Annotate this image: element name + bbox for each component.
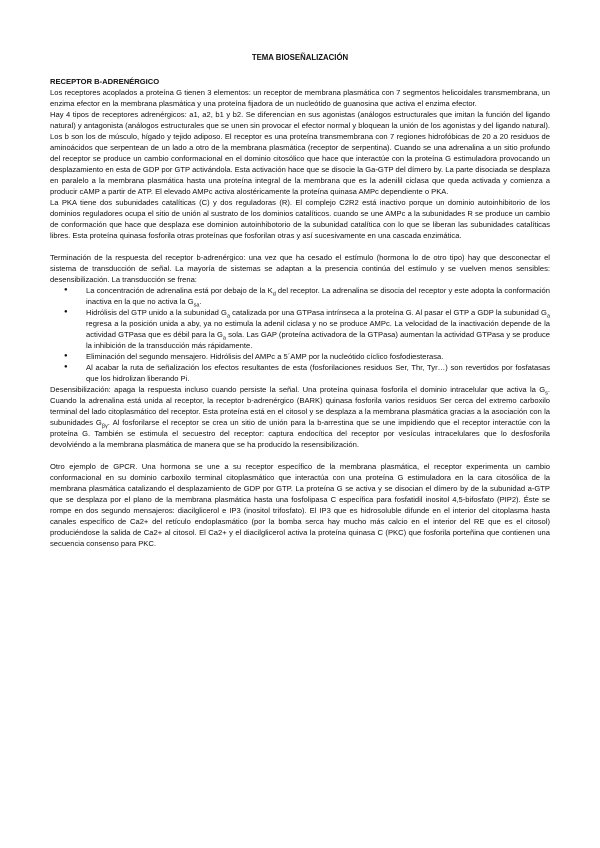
list-item: ● Al acabar la ruta de señalización los efectos resultantes de esta (fosforilaciones residuos Ser, Thr, Tyr…) son revertidos por fosfatasas que los hidrolizan liberando Pi. xyxy=(86,362,550,384)
document-page xyxy=(50,52,550,549)
document-title: TEMA BIOSEÑALIZACIÓN xyxy=(251,53,349,62)
list-item: ● La concentración de adrenalina está por debajo de la $K_d$ del receptor. La adrenalina se disocia del receptor y este adopta la conformación inactiva en la que no activa la $G_{sa}$. xyxy=(86,285,550,307)
spacer xyxy=(50,241,550,252)
list-item: ● Eliminación del segundo mensajero. Hidrólisis del AMPc a 5´AMP por la nucleótido cíclico fosfodiesterasa. xyxy=(86,351,550,362)
list-item: ● Hidrólisis del GTP unido a la subunidad $G_a$ catalizada por una GTPasa intrínseca a la proteína G. Al pasar el GTP a GDP la subunidad $G_a$ regresa a la posición unida a aby, ya no estimula la adenil ciclasa y no se produce AMPc. La velocidad de la inactivación depende de la actividad GTPasa que es débil para la $G_a$ sola. Las GAP (proteína activadora de la GTPasa) aumentan la actividad GTPasa y se produce la inhibición de la transducción más rápidamente. xyxy=(86,307,550,351)
spacer xyxy=(50,450,550,461)
paragraph-termination: Terminación de la respuesta del receptor b-adrenérgico: una vez que ha cesado el estímulo (hormona lo de otro tipo) hay que desconectar el sistema de transducción de señal. La mayoría de sistemas se adaptan a la presencia continúa del estímulo y se vuelven menos sensibles: desensibilización. La transducción se frena: xyxy=(50,253,550,284)
termination-list xyxy=(50,285,550,384)
paragraph-receptors: Los receptores acoplados a proteína G tienen 3 elementos: un receptor de membrana plasmática con 7 segmentos helicoidales transmembrana, un enzima efector en la membrana plasmática y una proteína fijadora de un nucleótido de guanosina que activa el enzima efector. xyxy=(50,88,550,108)
section-heading: RECEPTOR B-ADRENÉRGICO xyxy=(50,77,160,86)
paragraph-adrenergic-types: Hay 4 tipos de receptores adrenérgicos: a1, a2, b1 y b2. Se diferencian en sus agonistas (análogos estructurales que imitan la función del ligando natural) y antagonista (análogos estructurales que se unen sin provocar el efector normal y bloquean la unión de los agonistas y del ligando natural). Los b son los de músculo, hígado y tejido adiposo. El receptor es una proteína transmembrana con 7 regiones hidrofóbicas de 20 a 20 residuos de aminoácidos que serpentean de un lado a otro de la membrana plasmática (receptor de serpentina). Cuando se una adrenalina a un sitio profundo del receptor se produce un cambio conformacional en el dominio citosólico que hace que interactúe con la proteína G estimuladora provocando un desplazamiento en esta de GDP por GTP activándola. Esta activación hace que se disocie la Ga-GTP del dímero by. La parte disociada se desplaza en paralelo a la membrana plasmática hasta una proteína integral de la membrana que es la adenilil ciclasa que queda activada y comienza a producir cAMP a partir de ATP. El elevado AMPc activa alostéricamente la proteína quinasa AMPc dependiente o PKA. xyxy=(50,110,550,196)
paragraph-pka: La PKA tiene dos subunidades catalíticas (C) y dos reguladoras (R). El complejo C2R2 está inactivo porque un dominio autoinhibitorio de los dominios reguladores ocupa el sitio de unión al sustrato de los dominios catalíticos. cuando se une AMPc a la subunidades R se produce un cambio de conformación que hace que desplaza ese dominion autoinhibotorio de la subunidad catalítica con lo que se liberan las subunidades catalíticas libres. Esta proteína quinasa fosforila otras proteínas que fosforilan otras y así sucesivamente en una cascada enzimática. xyxy=(50,198,550,240)
paragraph-desensitization: Desensibilización: apaga la respuesta incluso cuando persiste la señal. Una proteína quinasa fosforila el dominio intracelular que activa la $G_s$. Cuando la adrenalina está unida al receptor, la receptor b-adrenérgico (BARK) quinasa fosforila varios residuos Ser cerca del extremo carboxilo terminal del lado citoplasmático del receptor. Esta proteína está en el citosol y se desplaza a la membrana plasmática gracias a la asociación con la subunidades $G_{\beta\gamma}$. Al fosforilarse el receptor se crea un sitio de unión para la b-arrestina que se une impidiendo que el receptor interactúe con la proteína G. También se estimula el secuestro del receptor: captura endocítica del receptor por vesículas intracelulares que lo desfosforila devolviéndo a la membrana plasmática de manera que se ha producido la resensibilización. xyxy=(50,385,550,449)
paragraph-gpcr-example: Otro ejemplo de GPCR. Una hormona se une a su receptor específico de la membrana plasmática, el receptor experimenta un cambio conformacional en su dominio carboxilo terminal citoplasmático que interactúa con una proteína G estimuladora en la cara citosólica de la membrana plasmática catalizando el desplazamiento de GDP por GTP. La proteína G se activa y se disocian el dímero by de la subunidad a-GTP que se desplaza por el plano de la membrana plasmática hasta una fosfolipasa C específica para fosfatidil inositol 4,5-bifosfato (PIP2). Éste se rompe en dos segundo mensajeros: diacilglicerol e IP3 (inositol trifosfato). El IP3 que es hidrosoluble difunde en el interior del citoplasma hasta canales específico de Ca2+ del retículo endoplasmático (por la bomba serca hay mucho más calcio en el interior del RE que es el citosol) produciéndose la salida de Ca2+ al citosol. El Ca2+ y el diacilglicerol activa la proteína quinasa C (PKC) que fosforila porteñina que contienen una secuencia consenso para PKC. xyxy=(50,462,550,548)
